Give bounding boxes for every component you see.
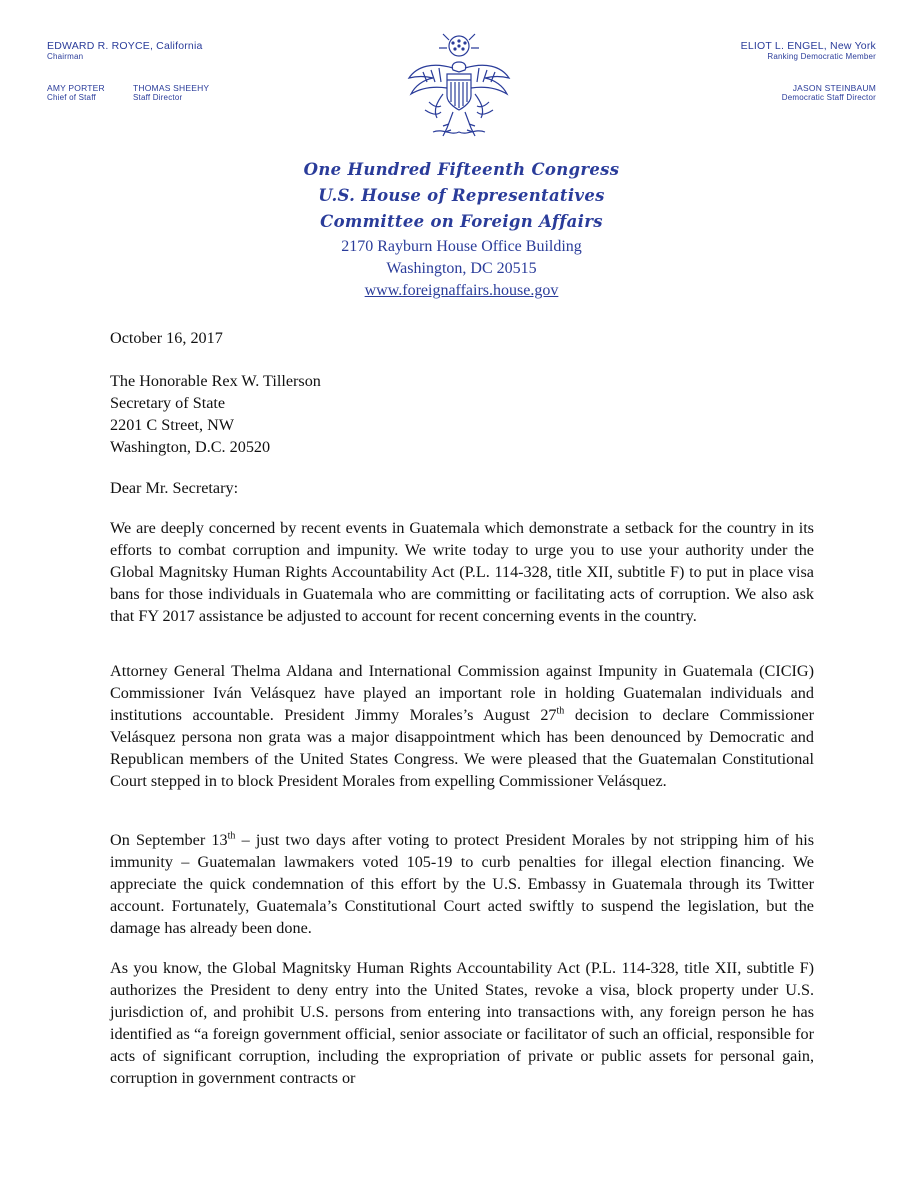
house-heading: U.S. House of Representatives — [318, 186, 605, 205]
ordinal-suffix: th — [556, 705, 565, 717]
ranking-member-name: ELIOT L. ENGEL, New York — [740, 40, 876, 52]
recipient-address — [110, 370, 814, 458]
paragraph-3 — [110, 829, 814, 939]
website-link[interactable]: www.foreignaffairs.house.gov — [364, 282, 559, 299]
great-seal-eagle-icon — [403, 32, 515, 144]
recipient-line: Secretary of State — [110, 394, 226, 412]
democratic-staff-block — [782, 83, 876, 102]
letter-date: October 16, 2017 — [110, 329, 223, 347]
chief-of-staff-role: Chief of Staff — [47, 93, 96, 103]
city-address: Washington, DC 20515 — [386, 260, 537, 277]
paragraph-text-part: – just two days after voting to protect President Morales by not stripping him of his immunity – Guatemalan lawmakers voted 105-19 to curb penalties for illegal election financing. We appreciate the quick condemnation of this effort by the U.S. Embassy in Guatemala through its Twitter account. Fortunately, Guatemala’s Constitutional Court acted swiftly to suspend the legislation, but the damage has already been done. — [110, 831, 815, 937]
paragraph-text — [110, 660, 814, 792]
paragraph-text-part: On September 13 — [110, 831, 228, 849]
democratic-staff-name: JASON STEINBAUM — [792, 83, 876, 93]
paragraph-2 — [110, 660, 814, 792]
democratic-staff-role: Democratic Staff Director — [781, 93, 876, 103]
chairman-name: EDWARD R. ROYCE, California — [47, 40, 203, 52]
building-address: 2170 Rayburn House Office Building — [341, 238, 582, 255]
staff-director-name: THOMAS SHEEHY — [133, 83, 210, 93]
chairman-role: Chairman — [47, 52, 84, 62]
ordinal-suffix: th — [227, 830, 236, 842]
chairman-block — [47, 40, 203, 62]
paragraph-text-part: decision to declare Commissioner Velásquez persona non grata was a major disappointment which has been denounced by Democratic and Republican members of the United States Congress. We were pleased that the Guatemalan Constitutional Court stepped in to block President Morales from expelling Commissioner Velásquez. — [110, 706, 814, 790]
paragraph-text: As you know, the Global Magnitsky Human Rights Accountability Act (P.L. 114-328, title XII, subtitle F) authorizes the President to deny entry into the United States, revoke a visa, block property under U.S. jurisdiction of, and prohibit U.S. persons from entering into transactions with, any foreign person he has identified as “a foreign government official, senior associate or facilitator of such an official, responsible for acts of significant corruption, including the expropriation of private or public assets for personal gain, corruption in government contracts or — [110, 959, 814, 1087]
recipient-line: Washington, D.C. 20520 — [110, 438, 271, 456]
paragraph-text: We are deeply concerned by recent events in Guatemala which demonstrate a setback for the country in its efforts to combat corruption and impunity. We write today to urge you to use your authority under the Global Magnitsky Human Rights Accountability Act (P.L. 114-328, title XII, subtitle F) to put in place visa bans for those individuals in Guatemala who are committing or facilitating acts of corruption. We also ask that FY 2017 assistance be adjusted to account for recent concerning events in the country. — [110, 519, 814, 625]
recipient-line: 2201 C Street, NW — [110, 416, 235, 434]
staff-director-role: Staff Director — [133, 93, 183, 103]
salutation: Dear Mr. Secretary: — [110, 479, 239, 497]
paragraph-1 — [110, 517, 814, 627]
ranking-member-block — [741, 40, 876, 62]
paragraph-4 — [110, 957, 814, 1089]
recipient-line: The Honorable Rex W. Tillerson — [110, 372, 321, 390]
chief-of-staff-name: AMY PORTER — [47, 83, 105, 93]
paragraph-text — [110, 829, 814, 939]
staff-director-block — [133, 83, 209, 102]
ranking-member-role: Ranking Democratic Member — [767, 52, 876, 62]
congress-heading: One Hundred Fifteenth Congress — [303, 160, 620, 179]
committee-heading: Committee on Foreign Affairs — [320, 212, 603, 231]
chief-of-staff-block — [47, 83, 105, 102]
paragraph-text-part: Attorney General Thelma Aldana and International Commission against Impunity in Guatemala (CICIG) Commissioner Iván Velásquez have played an important role in holding Guatemalan individuals and institutions accountable. President Jimmy Morales’s August 27 — [110, 662, 814, 724]
